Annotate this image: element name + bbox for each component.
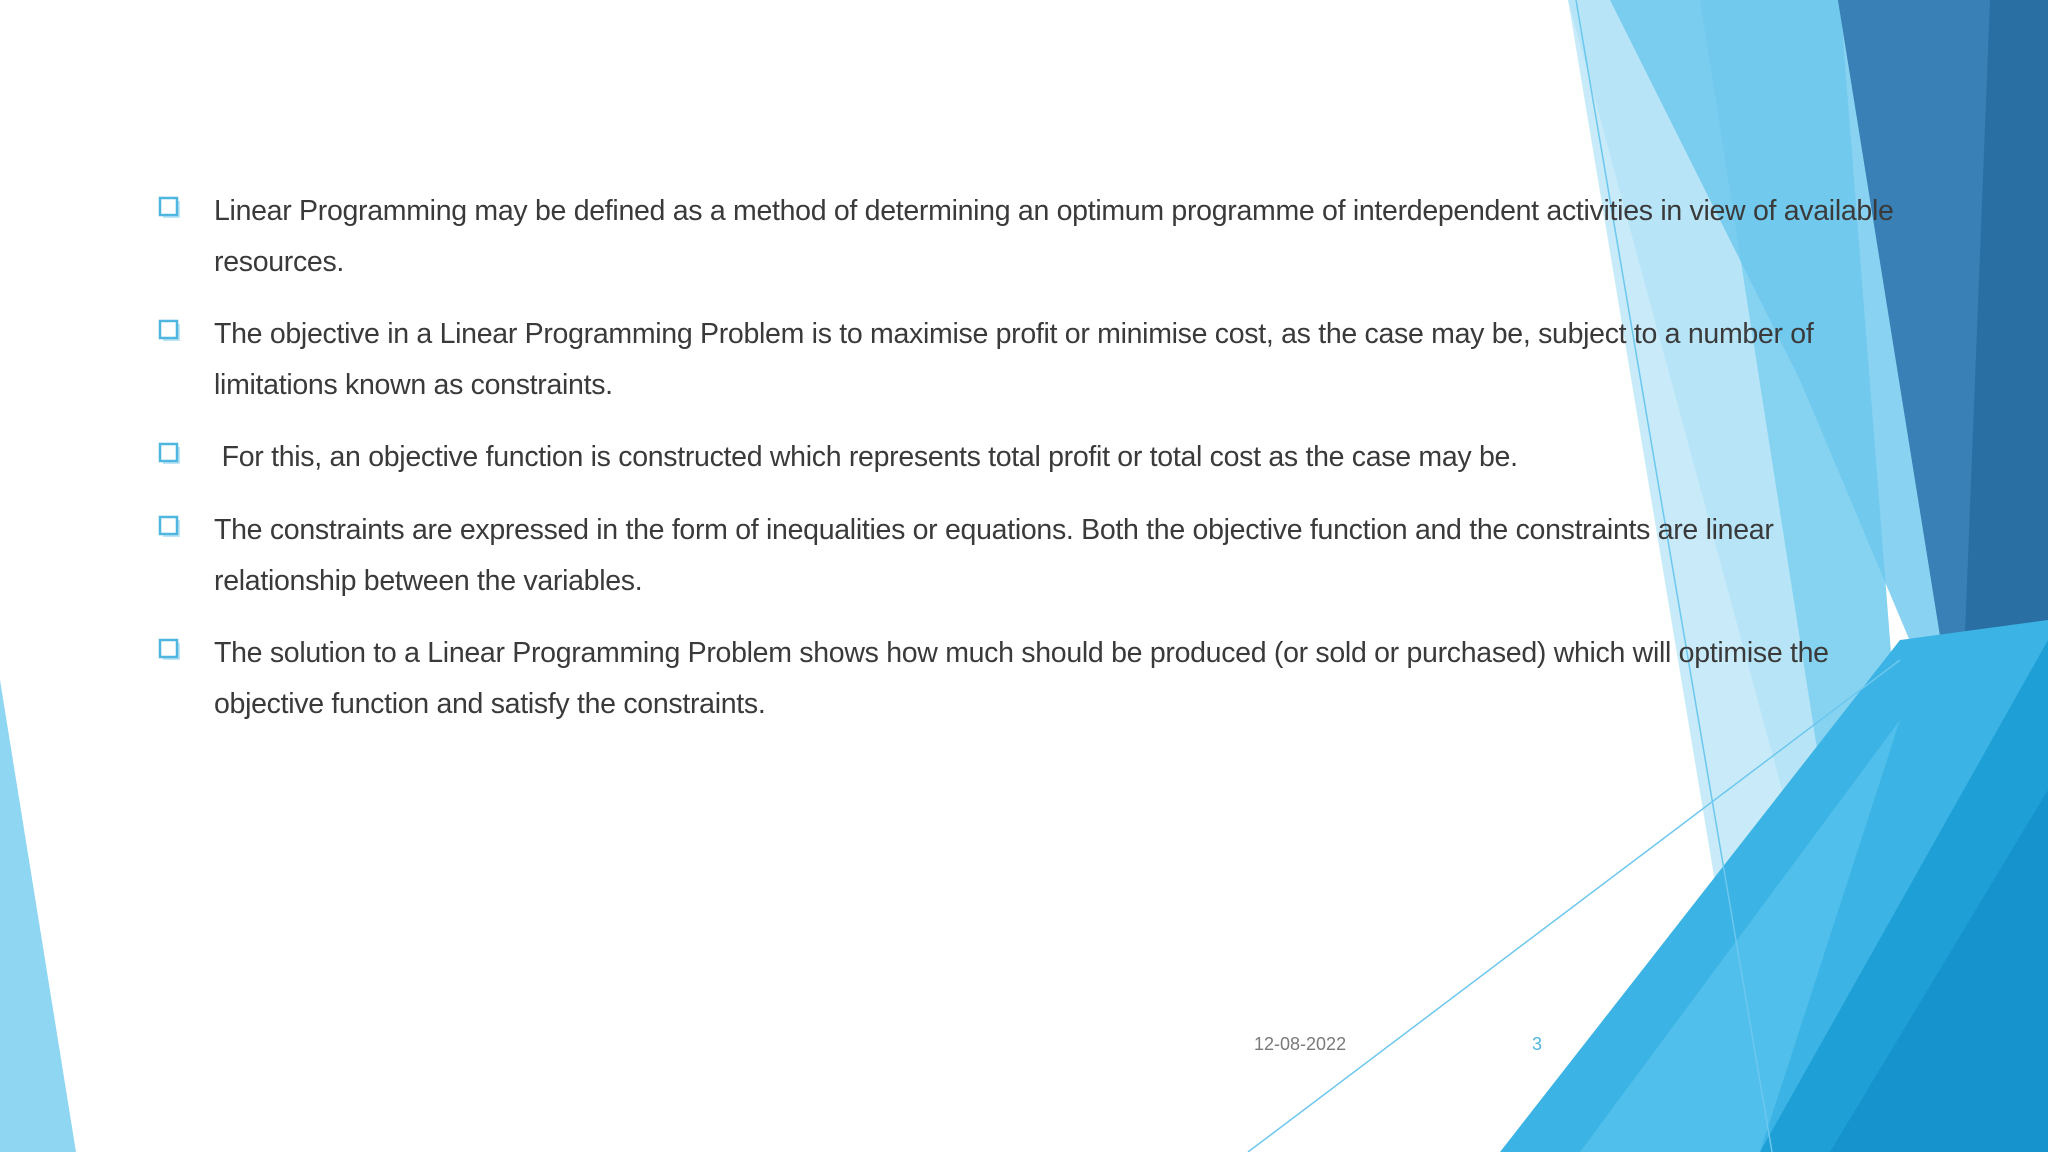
checkbox-bullet-icon (156, 186, 214, 238)
footer-page-number: 3 (1532, 1034, 1543, 1054)
bullet-item-5 (156, 628, 1896, 730)
bullet-item-2 (156, 309, 1896, 411)
bullet-item-1 (156, 186, 1896, 288)
bullet-text: The constraints are expressed in the form of inequalities or equations. Both the objective function and the constraints are linear relationship between the variables. (214, 514, 1774, 597)
checkbox-bullet-icon (156, 309, 214, 361)
bullet-text: Linear Programming may be defined as a method of determining an optimum programme of interdependent activities in view of available resources. (214, 195, 1894, 278)
left-sliver-shape (0, 680, 76, 1152)
bullet-text: The objective in a Linear Programming Problem is to maximise profit or minimise cost, as the case may be, subject to a number of limitations known as constraints. (214, 318, 1814, 401)
bullet-text: For this, an objective function is constructed which represents total profit or total cost as the case may be. (214, 441, 1518, 473)
bullet-item-4 (156, 505, 1896, 607)
bullet-text: The solution to a Linear Programming Problem shows how much should be produced (or sold or purchased) which will optimise the objective function and satisfy the constraints. (214, 637, 1829, 720)
checkbox-bullet-icon (156, 432, 214, 484)
footer-date: 12-08-2022 (1254, 1034, 1347, 1054)
bullet-item-3 (156, 432, 1896, 484)
checkbox-bullet-icon (156, 628, 214, 680)
checkbox-bullet-icon (156, 505, 214, 557)
bullet-list (156, 186, 1896, 751)
